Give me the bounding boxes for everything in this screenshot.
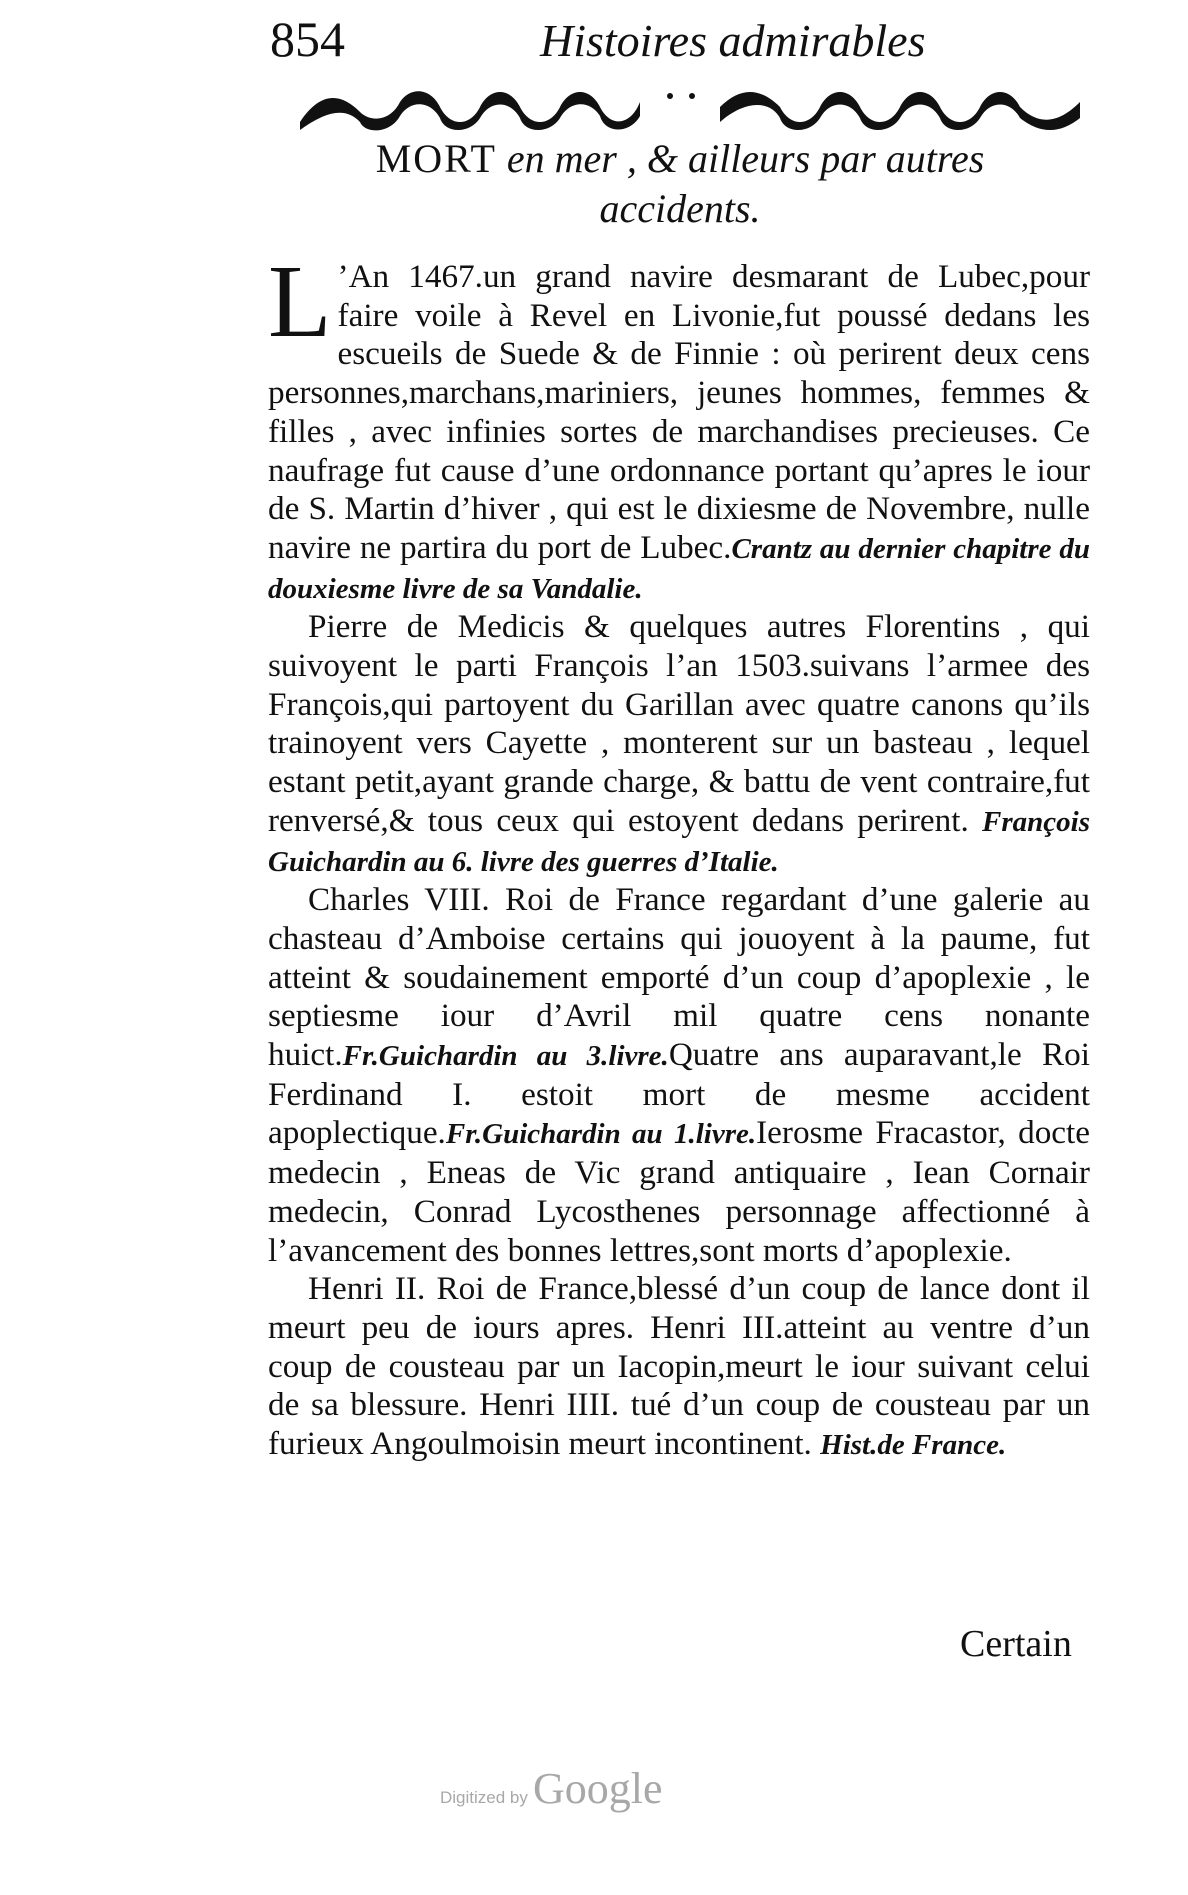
paragraph-1 bbox=[268, 244, 1090, 608]
citation: Crantz au dernier chapitre du douxiesme livre de sa Vandalie. bbox=[268, 532, 1090, 605]
paragraph-text: Pierre de Medicis & quelques autres Florentins , qui suivoyent le parti François l’an 1503.suivans l’armee des François,qui partoyent du Garillan avec quatre canons qu’ils trainoyent vers Cayette , monterent sur un basteau , lequel estant petit,ayant grande charge, & battu de vent contraire,fut renversé,& tous ceux qui estoyent dedans perirent. bbox=[268, 608, 1090, 839]
running-head bbox=[270, 10, 1070, 80]
catchword: Certain bbox=[960, 1623, 1072, 1665]
section-title bbox=[330, 134, 1030, 234]
citation: Fr.Guichardin au 1.livre. bbox=[445, 1118, 757, 1151]
section-title-rest: en mer , & ailleurs par autres bbox=[506, 136, 985, 181]
citation: Hist.de France. bbox=[820, 1429, 1007, 1462]
citation: François Guichardin au 6. livre des guerres d’Italie. bbox=[268, 805, 1091, 878]
paragraph-4 bbox=[268, 1270, 1090, 1465]
page-number: 854 bbox=[270, 11, 345, 67]
watermark-small: Digitized by bbox=[440, 1788, 528, 1807]
citation: Fr.Guichardin au 3.livre. bbox=[342, 1040, 669, 1073]
paragraph-3 bbox=[268, 881, 1090, 1270]
drop-cap: L bbox=[268, 244, 332, 359]
paragraph-text: Charles VIII. Roi de France regardant d’une galerie au chasteau d’Amboise certains qui jouoyent à la paume, fut atteint & soudainement emporté d’un coup d’apoplexie , le septiesme iour d’Avril mil quatre cens nonante huict. bbox=[268, 881, 1090, 1074]
digitized-watermark bbox=[440, 1763, 663, 1814]
paragraph-text: ’An 1467.un grand navire desmarant de Lubec,pour faire voile à Revel en Livonie,fut poussé dedans les escueils de Suede & de Finnie : où perirent deux cens personnes,marchans,mariniers, jeunes hommes, femmes & filles , avec infinies sortes de marchandises precieuses. Ce naufrage fut cause d’une ordonnance portant qu’apres le iour de S. Martin d’hiver , qui est le dixiesme de Novembre, nulle navire ne partira du port de Lubec. bbox=[268, 258, 1090, 566]
paragraph-text: Henri II. Roi de France,blessé d’un coup de lance dont il meurt peu de iours apres. Henri III.atteint au ventre d’un coup de cousteau par un Iacopin,meurt le iour suivant celui de sa blessure. Henri IIII. tué d’un coup de cousteau par un furieux Angoulmoisin meurt incontinent. bbox=[268, 1270, 1090, 1463]
running-title: Histoires admirables bbox=[540, 15, 926, 66]
watermark-logo: Google bbox=[532, 1764, 663, 1813]
body-text bbox=[268, 244, 1091, 1465]
section-title-caps: MORT bbox=[375, 136, 497, 181]
section-title-line2: accidents. bbox=[599, 186, 761, 231]
paragraph-2 bbox=[268, 608, 1090, 881]
ornament-band bbox=[300, 82, 1080, 134]
paragraph-text: Ierosme Fracastor, docte medecin , Eneas de Vic grand antiquaire , Iean Cornair medecin, Conrad Lycosthenes personnage affectionné à l’avancement des bonnes lettres,sont morts d’apoplexie. bbox=[268, 1114, 1090, 1269]
paragraph-text: Quatre ans auparavant,le Roi Ferdinand I. estoit mort de mesme accident apoplectique. bbox=[268, 1036, 1090, 1152]
